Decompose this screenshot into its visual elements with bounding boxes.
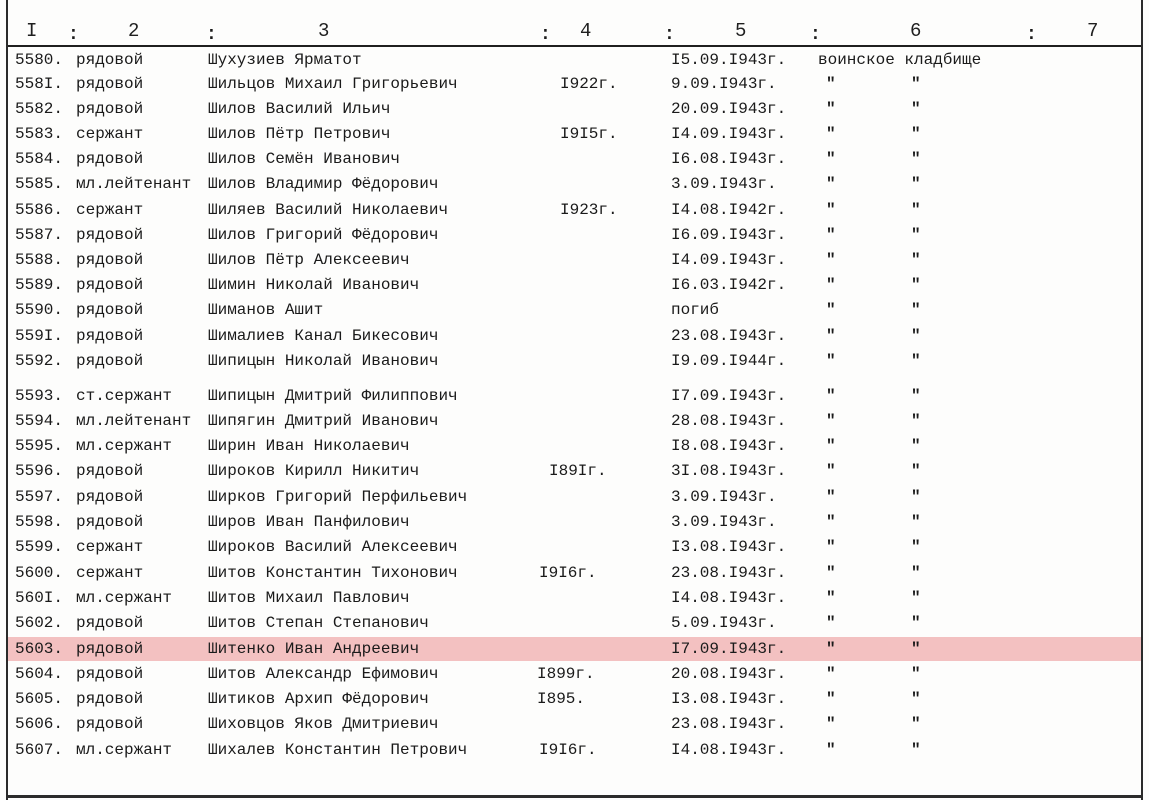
ditto-mark: " xyxy=(911,276,921,294)
ditto-mark: " xyxy=(826,387,836,405)
death-date: 3I.08.I943г. xyxy=(671,462,787,480)
death-date: I7.09.I943г. xyxy=(671,640,787,658)
rank: сержант xyxy=(76,538,144,556)
rank: рядовой xyxy=(76,640,144,658)
birth-year: I9I5г. xyxy=(560,125,618,143)
ditto-mark: " xyxy=(911,75,921,93)
ditto-mark: " xyxy=(911,301,921,319)
death-date: I7.09.I943г. xyxy=(671,387,787,405)
rank: рядовой xyxy=(76,301,144,319)
table-row xyxy=(8,586,1141,610)
full-name: Широв Иван Панфилович xyxy=(208,513,410,531)
column-separator: : xyxy=(206,25,217,45)
ditto-mark: " xyxy=(911,125,921,143)
record-number: 5598. xyxy=(15,513,64,531)
ditto-mark: " xyxy=(911,715,921,733)
record-number: 5603. xyxy=(15,640,64,658)
burial-place: воинское кладбище xyxy=(818,51,982,69)
record-number: 5595. xyxy=(15,437,64,455)
ditto-mark: " xyxy=(911,437,921,455)
column-header-6: 6 xyxy=(910,20,922,42)
ditto-mark: " xyxy=(826,412,836,430)
ditto-mark: " xyxy=(911,201,921,219)
table-row xyxy=(8,611,1141,635)
column-header-4: 4 xyxy=(580,20,592,42)
record-number: 5588. xyxy=(15,251,64,269)
rank: рядовой xyxy=(76,488,144,506)
death-date: I4.08.I943г. xyxy=(671,589,787,607)
table-row xyxy=(8,459,1141,483)
rank: рядовой xyxy=(76,150,144,168)
ditto-mark: " xyxy=(911,150,921,168)
column-separator: : xyxy=(68,25,79,45)
ditto-mark: " xyxy=(826,640,836,658)
table-row xyxy=(8,324,1141,348)
death-date: I3.08.I943г. xyxy=(671,538,787,556)
full-name: Шитов Михаил Павлович xyxy=(208,589,410,607)
rank: рядовой xyxy=(76,327,144,345)
record-number: 5606. xyxy=(15,715,64,733)
table-row xyxy=(8,223,1141,247)
full-name: Шитов Константин Тихонович xyxy=(208,564,458,582)
ditto-mark: " xyxy=(826,201,836,219)
death-date: погиб xyxy=(671,301,720,319)
column-header-3: 3 xyxy=(318,20,330,42)
ditto-mark: " xyxy=(826,741,836,759)
record-number: 5584. xyxy=(15,150,64,168)
ditto-mark: " xyxy=(911,741,921,759)
death-date: I8.08.I943г. xyxy=(671,437,787,455)
full-name: Шитов Александр Ефимович xyxy=(208,665,439,683)
full-name: Шитенко Иван Андреевич xyxy=(208,640,420,658)
ditto-mark: " xyxy=(911,251,921,269)
full-name: Шилов Василий Ильич xyxy=(208,100,391,118)
ditto-mark: " xyxy=(826,513,836,531)
ditto-mark: " xyxy=(826,175,836,193)
ditto-mark: " xyxy=(911,564,921,582)
full-name: Шухузиев Ярматот xyxy=(208,51,362,69)
ditto-mark: " xyxy=(911,690,921,708)
death-date: 5.09.I943г. xyxy=(671,614,777,632)
birth-year: I89Iг. xyxy=(549,462,607,480)
table-row xyxy=(8,349,1141,373)
record-number: 5586. xyxy=(15,201,64,219)
rank: мл.сержант xyxy=(76,589,173,607)
column-header-5: 5 xyxy=(735,20,747,42)
record-number: 5592. xyxy=(15,352,64,370)
full-name: Шилов Григорий Фёдорович xyxy=(208,226,439,244)
full-name: Шиманов Ашит xyxy=(208,301,324,319)
rank: рядовой xyxy=(76,513,144,531)
table-row xyxy=(8,198,1141,222)
record-number: 5607. xyxy=(15,741,64,759)
death-date: I6.08.I943г. xyxy=(671,150,787,168)
table-row xyxy=(8,662,1141,686)
ditto-mark: " xyxy=(826,150,836,168)
record-number: 560I. xyxy=(15,589,64,607)
rank: рядовой xyxy=(76,251,144,269)
record-number: 5594. xyxy=(15,412,64,430)
birth-year: I895. xyxy=(537,690,586,708)
ditto-mark: " xyxy=(826,488,836,506)
birth-year: I9I6г. xyxy=(539,741,597,759)
table-row xyxy=(8,687,1141,711)
death-date: I5.09.I943г. xyxy=(671,51,787,69)
birth-year: I923г. xyxy=(560,201,618,219)
death-date: 23.08.I943г. xyxy=(671,564,787,582)
table-row xyxy=(8,561,1141,585)
record-number: 5593. xyxy=(15,387,64,405)
ditto-mark: " xyxy=(911,175,921,193)
table-row xyxy=(8,409,1141,433)
record-number: 559I. xyxy=(15,327,64,345)
record-number: 5605. xyxy=(15,690,64,708)
record-number: 5602. xyxy=(15,614,64,632)
full-name: Шимин Николай Иванович xyxy=(208,276,420,294)
ditto-mark: " xyxy=(911,327,921,345)
death-date: 9.09.I943г. xyxy=(671,75,777,93)
record-number: 5582. xyxy=(15,100,64,118)
death-date: 3.09.I943г. xyxy=(671,488,777,506)
column-separator: : xyxy=(664,25,675,45)
ditto-mark: " xyxy=(826,564,836,582)
death-date: I4.08.I943г. xyxy=(671,741,787,759)
ditto-mark: " xyxy=(911,100,921,118)
column-separator: : xyxy=(540,25,551,45)
ditto-mark: " xyxy=(826,352,836,370)
column-header-1: I xyxy=(26,20,38,42)
full-name: Шитиков Архип Фёдорович xyxy=(208,690,429,708)
rank: рядовой xyxy=(76,100,144,118)
table-row xyxy=(8,637,1141,661)
record-number: 5587. xyxy=(15,226,64,244)
record-number: 5600. xyxy=(15,564,64,582)
record-number: 5585. xyxy=(15,175,64,193)
table-row xyxy=(8,147,1141,171)
full-name: Шихалев Константин Петрович xyxy=(208,741,468,759)
rank: сержант xyxy=(76,125,144,143)
birth-year: I899г. xyxy=(537,665,595,683)
rank: рядовой xyxy=(76,352,144,370)
ditto-mark: " xyxy=(911,462,921,480)
full-name: Шилов Пётр Петрович xyxy=(208,125,391,143)
column-header-7: 7 xyxy=(1087,20,1099,42)
rank: рядовой xyxy=(76,276,144,294)
table-row xyxy=(8,273,1141,297)
ditto-mark: " xyxy=(911,488,921,506)
table-row xyxy=(8,434,1141,458)
full-name: Шипицын Николай Иванович xyxy=(208,352,439,370)
full-name: Шипицын Дмитрий Филиппович xyxy=(208,387,458,405)
column-header-2: 2 xyxy=(128,20,140,42)
death-date: I9.09.I944г. xyxy=(671,352,787,370)
death-date: 23.08.I943г. xyxy=(671,715,787,733)
ditto-mark: " xyxy=(911,640,921,658)
rank: рядовой xyxy=(76,665,144,683)
record-number: 5604. xyxy=(15,665,64,683)
ditto-mark: " xyxy=(911,412,921,430)
table-row xyxy=(8,712,1141,736)
rank: рядовой xyxy=(76,614,144,632)
ditto-mark: " xyxy=(826,690,836,708)
table-row xyxy=(8,72,1141,96)
table-row xyxy=(8,248,1141,272)
rank: рядовой xyxy=(76,75,144,93)
rank: рядовой xyxy=(76,226,144,244)
ditto-mark: " xyxy=(911,226,921,244)
full-name: Шиховцов Яков Дмитриевич xyxy=(208,715,439,733)
record-number: 5590. xyxy=(15,301,64,319)
ditto-mark: " xyxy=(826,538,836,556)
full-name: Шитов Степан Степанович xyxy=(208,614,429,632)
birth-year: I9I6г. xyxy=(539,564,597,582)
full-name: Шильцов Михаил Григорьевич xyxy=(208,75,458,93)
rank: ст.сержант xyxy=(76,387,173,405)
ditto-mark: " xyxy=(911,352,921,370)
full-name: Ширков Григорий Перфильевич xyxy=(208,488,468,506)
death-date: 23.08.I943г. xyxy=(671,327,787,345)
ditto-mark: " xyxy=(911,513,921,531)
rank: сержант xyxy=(76,564,144,582)
ditto-mark: " xyxy=(826,301,836,319)
ditto-mark: " xyxy=(826,715,836,733)
full-name: Шималиев Канал Бикесович xyxy=(208,327,439,345)
ditto-mark: " xyxy=(826,125,836,143)
rank: рядовой xyxy=(76,462,144,480)
rank: мл.лейтенант xyxy=(76,412,192,430)
ditto-mark: " xyxy=(911,665,921,683)
table-row xyxy=(8,97,1141,121)
full-name: Шилов Пётр Алексеевич xyxy=(208,251,410,269)
ditto-mark: " xyxy=(826,251,836,269)
full-name: Шилов Владимир Фёдорович xyxy=(208,175,439,193)
rank: мл.сержант xyxy=(76,741,173,759)
ditto-mark: " xyxy=(826,614,836,632)
rank: мл.лейтенант xyxy=(76,175,192,193)
birth-year: I922г. xyxy=(560,75,618,93)
full-name: Шилов Семён Иванович xyxy=(208,150,401,168)
death-date: 20.09.I943г. xyxy=(671,100,787,118)
ditto-mark: " xyxy=(826,226,836,244)
ditto-mark: " xyxy=(826,327,836,345)
ditto-mark: " xyxy=(911,589,921,607)
table-row xyxy=(8,122,1141,146)
column-separator: : xyxy=(810,25,821,45)
ditto-mark: " xyxy=(826,75,836,93)
death-date: 3.09.I943г. xyxy=(671,175,777,193)
ditto-mark: " xyxy=(911,614,921,632)
column-separator: : xyxy=(1026,25,1037,45)
full-name: Шиляев Василий Николаевич xyxy=(208,201,449,219)
ditto-mark: " xyxy=(826,589,836,607)
table-row xyxy=(8,384,1141,408)
table-row xyxy=(8,535,1141,559)
death-date: I4.08.I942г. xyxy=(671,201,787,219)
record-number: 5596. xyxy=(15,462,64,480)
death-date: 3.09.I943г. xyxy=(671,513,777,531)
death-date: I6.03.I942г. xyxy=(671,276,787,294)
table-row xyxy=(8,48,1141,72)
table-row xyxy=(8,298,1141,322)
record-number: 558I. xyxy=(15,75,64,93)
full-name: Шипягин Дмитрий Иванович xyxy=(208,412,439,430)
full-name: Широков Кирилл Никитич xyxy=(208,462,420,480)
ditto-mark: " xyxy=(826,276,836,294)
record-number: 5580. xyxy=(15,51,64,69)
rank: мл.сержант xyxy=(76,437,173,455)
ditto-mark: " xyxy=(911,387,921,405)
death-date: 20.08.I943г. xyxy=(671,665,787,683)
full-name: Широков Василий Алексеевич xyxy=(208,538,458,556)
death-date: I4.09.I943г. xyxy=(671,125,787,143)
ditto-mark: " xyxy=(826,462,836,480)
record-number: 5599. xyxy=(15,538,64,556)
death-date: I4.09.I943г. xyxy=(671,251,787,269)
table-row xyxy=(8,738,1141,762)
record-number: 5597. xyxy=(15,488,64,506)
ditto-mark: " xyxy=(826,437,836,455)
death-date: I6.09.I943г. xyxy=(671,226,787,244)
rank: рядовой xyxy=(76,51,144,69)
full-name: Ширин Иван Николаевич xyxy=(208,437,410,455)
ditto-mark: " xyxy=(826,665,836,683)
record-number: 5589. xyxy=(15,276,64,294)
table-row xyxy=(8,510,1141,534)
record-number: 5583. xyxy=(15,125,64,143)
death-date: I3.08.I943г. xyxy=(671,690,787,708)
death-date: 28.08.I943г. xyxy=(671,412,787,430)
rank: рядовой xyxy=(76,690,144,708)
rank: рядовой xyxy=(76,715,144,733)
rank: сержант xyxy=(76,201,144,219)
ditto-mark: " xyxy=(911,538,921,556)
table-row xyxy=(8,485,1141,509)
ditto-mark: " xyxy=(826,100,836,118)
table-row xyxy=(8,172,1141,196)
